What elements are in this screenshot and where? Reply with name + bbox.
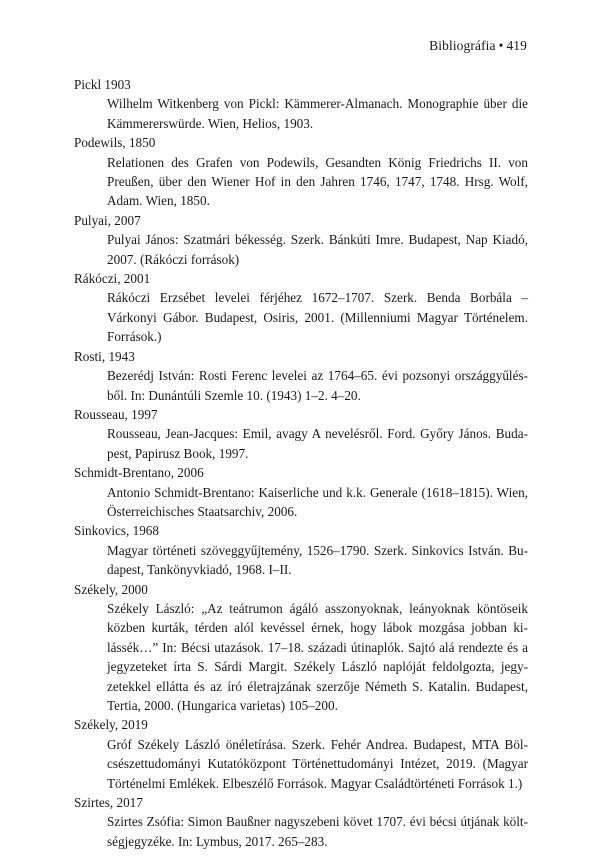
entry-key: Rousseau, 1997 — [74, 406, 158, 422]
entry-key: Podewils, 1850 — [74, 135, 156, 151]
entry-description: Relationen des Grafen von Podewils, Gesandten König Friedrichs II. von Preußen, über den Wiener Hof in den Jahren 1746, 1747, 1748. Hrsg. Wolf, Adam. Wien, 1850. — [107, 154, 528, 209]
entry-key: Rákóczi, 2001 — [74, 271, 151, 287]
entry-description: Szirtes Zsófia: Simon Baußner nagyszebeni követ 1707. évi bécsi útjának költségjegyzéke. In: Lymbus, 2017. 265–283. — [107, 814, 528, 849]
bibliography-entry-szirtes-2017 — [74, 793, 528, 851]
entry-description: Rousseau, Jean-Jacques: Emil, avagy A nevelésről. Ford. Győry János. Budapest, Papirusz Book, 1997. — [107, 426, 528, 461]
entry-key: Székely, 2000 — [74, 581, 148, 597]
entry-key: Szirtes, 2017 — [74, 795, 143, 811]
bibliography-entry-rousseau-1997 — [74, 405, 528, 463]
entry-description: Gróf Székely László önéletírása. Szerk. Fehér Andrea. Budapest, MTA Bölcsészettudományi Kutatóközpont Történettudományi Intézet, 2019. (Magyar Történelmi Emlékek. Elbeszélő Források. Magyar Családtörténeti Források 1.) — [107, 736, 528, 791]
bibliography-entry-rosti-1943 — [74, 347, 528, 405]
bibliography-list — [74, 75, 528, 851]
header-section-title: Bibliográfia — [429, 38, 496, 53]
bibliography-entry-schmidt-brentano-2006 — [74, 463, 528, 521]
entry-key: Székely, 2019 — [74, 717, 148, 733]
entry-description: Wilhelm Witkenberg von Pickl: Kämmerer-Almanach. Monographie über die Kämmererswürde. Wien, Helios, 1903. — [107, 96, 528, 131]
entry-description: Székely László: „Az teátrumon ágáló asszonyoknak, leányoknak köntöseik közben kurták, térden alól kevéssel érnek, hogy lábok mozgása jobban kilássék…” In: Bécsi utazások. 17–18. századi útinaplók. Sajtó alá rendezte és a jegyzeteket írta S. Sárdi Margit. Székely László naplóját feldolgozta, jegyzetekkel ellátta és az író életrajzának szerzője Németh S. Katalin. Budapest, Tertia, 2000. (Hungarica varietas) 105–200. — [107, 600, 528, 713]
running-header — [429, 38, 527, 54]
bibliography-entry-sinkovics-1968 — [74, 521, 528, 579]
header-separator: • — [498, 38, 504, 53]
entry-key: Sinkovics, 1968 — [74, 523, 159, 539]
entry-description: Pulyai János: Szatmári békesség. Szerk. Bánkúti Imre. Budapest, Nap Kiadó, 2007. (Rákóczi források) — [107, 232, 528, 267]
entry-description: Bezerédj István: Rosti Ferenc levelei az 1764–65. évi pozsonyi országgyűlésből. In: Dunántúli Szemle 10. (1943) 1–2. 4–20. — [107, 368, 528, 403]
entry-key: Rosti, 1943 — [74, 348, 135, 364]
bibliography-entry-szekely-2000 — [74, 580, 528, 716]
bibliography-entry-rakoczi-2001 — [74, 269, 528, 347]
entry-description: Antonio Schmidt-Brentano: Kaiserliche und k.k. Generale (1618–1815). Wien, Österreichisches Staatsarchiv, 2006. — [107, 484, 528, 519]
bibliography-entry-podewils-1850 — [74, 133, 528, 211]
entry-key: Pickl 1903 — [74, 77, 131, 92]
entry-description: Magyar történeti szöveggyűjtemény, 1526–1790. Szerk. Sinkovics István. Budapest, Tankönyvkiadó, 1968. I–II. — [107, 542, 528, 578]
entry-key: Pulyai, 2007 — [74, 212, 141, 228]
page-number: 419 — [506, 38, 527, 53]
entry-description: Rákóczi Erzsébet levelei férjéhez 1672–1707. Szerk. Benda Borbála – Várkonyi Gábor. Budapest, Osiris, 2001. (Millenniumi Magyar Történelem. Források.) — [107, 290, 528, 345]
entry-key: Schmidt-Brentano, 2006 — [74, 465, 204, 481]
bibliography-entry-pickl-1903 — [74, 75, 528, 133]
bibliography-entry-pulyai-2007 — [74, 211, 528, 269]
bibliography-entry-szekely-2019 — [74, 715, 528, 793]
